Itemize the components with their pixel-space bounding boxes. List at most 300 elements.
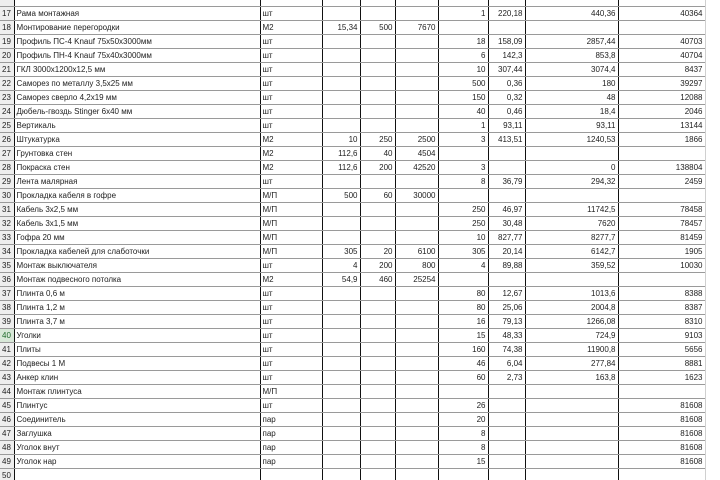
item-name-cell[interactable]: Уголок нар — [14, 454, 260, 468]
material-total-cell[interactable]: 277,84 — [525, 356, 618, 370]
material-total-cell[interactable]: 93,11 — [525, 118, 618, 132]
article-code-cell[interactable]: 2459 — [618, 174, 705, 188]
row-number[interactable]: 33 — [0, 230, 14, 244]
work-quantity-cell[interactable] — [322, 6, 360, 20]
unit-cell[interactable]: М2 — [260, 132, 322, 146]
material-total-cell[interactable]: 18,4 — [525, 104, 618, 118]
row-number[interactable]: 48 — [0, 440, 14, 454]
material-price-cell[interactable]: 12,67 — [488, 286, 525, 300]
material-quantity-cell[interactable]: 15 — [438, 328, 488, 342]
unit-cell[interactable]: М/П — [260, 230, 322, 244]
material-total-cell[interactable]: 7620 — [525, 216, 618, 230]
work-total-cell[interactable] — [395, 328, 438, 342]
item-name-cell[interactable]: Плинта 1,2 м — [14, 300, 260, 314]
work-price-cell[interactable] — [360, 90, 395, 104]
work-quantity-cell[interactable] — [322, 216, 360, 230]
material-total-cell[interactable]: 2004,8 — [525, 300, 618, 314]
material-price-cell[interactable]: 827,77 — [488, 230, 525, 244]
work-total-cell[interactable] — [395, 398, 438, 412]
material-price-cell[interactable] — [488, 412, 525, 426]
row-number[interactable]: 28 — [0, 160, 14, 174]
row-number[interactable]: 17 — [0, 6, 14, 20]
item-name-cell[interactable]: Уголок внут — [14, 440, 260, 454]
item-name-cell[interactable]: Саморез сверло 4,2х19 мм — [14, 90, 260, 104]
work-quantity-cell[interactable] — [322, 342, 360, 356]
item-name-cell[interactable]: Грунтовка стен — [14, 146, 260, 160]
work-quantity-cell[interactable] — [322, 440, 360, 454]
work-quantity-cell[interactable] — [322, 412, 360, 426]
item-name-cell[interactable]: Дюбель-гвоздь Stinger 6х40 мм — [14, 104, 260, 118]
unit-cell[interactable]: М2 — [260, 272, 322, 286]
unit-cell[interactable]: М/П — [260, 188, 322, 202]
material-total-cell[interactable]: 180 — [525, 76, 618, 90]
unit-cell[interactable]: шт — [260, 314, 322, 328]
material-total-cell[interactable]: 1013,6 — [525, 286, 618, 300]
work-quantity-cell[interactable]: 4 — [322, 258, 360, 272]
material-price-cell[interactable] — [488, 146, 525, 160]
work-price-cell[interactable] — [360, 76, 395, 90]
item-name-cell[interactable]: Монтаж плинтуса — [14, 384, 260, 398]
material-quantity-cell[interactable]: 40 — [438, 104, 488, 118]
work-price-cell[interactable] — [360, 6, 395, 20]
work-price-cell[interactable] — [360, 468, 395, 480]
article-code-cell[interactable]: 81608 — [618, 398, 705, 412]
material-price-cell[interactable]: 30,48 — [488, 216, 525, 230]
material-total-cell[interactable] — [525, 188, 618, 202]
article-code-cell[interactable]: 2046 — [618, 104, 705, 118]
work-price-cell[interactable] — [360, 34, 395, 48]
material-price-cell[interactable]: 89,88 — [488, 258, 525, 272]
work-price-cell[interactable] — [360, 440, 395, 454]
work-price-cell[interactable]: 460 — [360, 272, 395, 286]
article-code-cell[interactable]: 13144 — [618, 118, 705, 132]
row-number[interactable]: 50 — [0, 468, 14, 480]
article-code-cell[interactable]: 78457 — [618, 216, 705, 230]
material-price-cell[interactable] — [488, 426, 525, 440]
work-price-cell[interactable] — [360, 426, 395, 440]
unit-cell[interactable]: шт — [260, 118, 322, 132]
item-name-cell[interactable]: Саморез по металлу 3,5х25 мм — [14, 76, 260, 90]
item-name-cell[interactable]: Заглушка — [14, 426, 260, 440]
article-code-cell[interactable]: 40364 — [618, 6, 705, 20]
item-name-cell[interactable]: Плинта 0,6 м — [14, 286, 260, 300]
work-quantity-cell[interactable]: 10 — [322, 132, 360, 146]
work-total-cell[interactable] — [395, 356, 438, 370]
work-quantity-cell[interactable] — [322, 104, 360, 118]
article-code-cell[interactable] — [618, 272, 705, 286]
work-price-cell[interactable]: 250 — [360, 132, 395, 146]
row-number[interactable]: 20 — [0, 48, 14, 62]
item-name-cell[interactable] — [14, 468, 260, 480]
material-price-cell[interactable]: 6,04 — [488, 356, 525, 370]
material-total-cell[interactable]: 163,8 — [525, 370, 618, 384]
material-quantity-cell[interactable] — [438, 188, 488, 202]
material-quantity-cell[interactable]: 60 — [438, 370, 488, 384]
material-price-cell[interactable] — [488, 398, 525, 412]
material-price-cell[interactable] — [488, 272, 525, 286]
item-name-cell[interactable]: Плиты — [14, 342, 260, 356]
work-quantity-cell[interactable] — [322, 328, 360, 342]
row-number[interactable]: 29 — [0, 174, 14, 188]
unit-cell[interactable]: М2 — [260, 146, 322, 160]
article-code-cell[interactable]: 138804 — [618, 160, 705, 174]
item-name-cell[interactable]: Плинта 3,7 м — [14, 314, 260, 328]
article-code-cell[interactable] — [618, 146, 705, 160]
material-price-cell[interactable]: 413,51 — [488, 132, 525, 146]
material-total-cell[interactable] — [525, 468, 618, 480]
material-total-cell[interactable]: 11900,8 — [525, 342, 618, 356]
row-number[interactable]: 19 — [0, 34, 14, 48]
article-code-cell[interactable]: 78458 — [618, 202, 705, 216]
work-total-cell[interactable] — [395, 48, 438, 62]
material-price-cell[interactable]: 93,11 — [488, 118, 525, 132]
unit-cell[interactable]: шт — [260, 6, 322, 20]
material-quantity-cell[interactable]: 8 — [438, 440, 488, 454]
work-total-cell[interactable]: 25254 — [395, 272, 438, 286]
material-total-cell[interactable] — [525, 426, 618, 440]
unit-cell[interactable]: шт — [260, 398, 322, 412]
material-quantity-cell[interactable] — [438, 272, 488, 286]
article-code-cell[interactable]: 40703 — [618, 34, 705, 48]
work-price-cell[interactable]: 20 — [360, 244, 395, 258]
material-quantity-cell[interactable]: 305 — [438, 244, 488, 258]
work-quantity-cell[interactable] — [322, 286, 360, 300]
article-code-cell[interactable]: 5656 — [618, 342, 705, 356]
row-number[interactable]: 41 — [0, 342, 14, 356]
material-price-cell[interactable] — [488, 440, 525, 454]
work-total-cell[interactable] — [395, 468, 438, 480]
unit-cell[interactable]: шт — [260, 286, 322, 300]
material-price-cell[interactable]: 74,38 — [488, 342, 525, 356]
item-name-cell[interactable]: Гофра 20 мм — [14, 230, 260, 244]
work-price-cell[interactable] — [360, 356, 395, 370]
work-total-cell[interactable] — [395, 440, 438, 454]
work-price-cell[interactable] — [360, 370, 395, 384]
work-total-cell[interactable] — [395, 76, 438, 90]
unit-cell[interactable]: пар — [260, 454, 322, 468]
item-name-cell[interactable]: Профиль ПС-4 Knauf 75х50х3000мм — [14, 34, 260, 48]
item-name-cell[interactable]: Кабель 3х1,5 мм — [14, 216, 260, 230]
work-price-cell[interactable]: 200 — [360, 258, 395, 272]
material-quantity-cell[interactable]: 150 — [438, 90, 488, 104]
material-quantity-cell[interactable] — [438, 384, 488, 398]
row-number[interactable]: 47 — [0, 426, 14, 440]
article-code-cell[interactable]: 1866 — [618, 132, 705, 146]
article-code-cell[interactable]: 8310 — [618, 314, 705, 328]
work-price-cell[interactable]: 60 — [360, 188, 395, 202]
work-price-cell[interactable] — [360, 230, 395, 244]
work-price-cell[interactable] — [360, 412, 395, 426]
material-total-cell[interactable] — [525, 272, 618, 286]
material-total-cell[interactable] — [525, 412, 618, 426]
item-name-cell[interactable]: Прокладка кабеля в гофре — [14, 188, 260, 202]
material-total-cell[interactable]: 6142,7 — [525, 244, 618, 258]
material-quantity-cell[interactable]: 4 — [438, 258, 488, 272]
unit-cell[interactable]: М2 — [260, 20, 322, 34]
work-quantity-cell[interactable] — [322, 62, 360, 76]
material-quantity-cell[interactable]: 3 — [438, 132, 488, 146]
work-total-cell[interactable]: 800 — [395, 258, 438, 272]
item-name-cell[interactable]: Лента малярная — [14, 174, 260, 188]
unit-cell[interactable]: М/П — [260, 384, 322, 398]
material-total-cell[interactable] — [525, 20, 618, 34]
unit-cell[interactable]: М/П — [260, 202, 322, 216]
material-total-cell[interactable]: 440,36 — [525, 6, 618, 20]
article-code-cell[interactable]: 8387 — [618, 300, 705, 314]
item-name-cell[interactable]: Монтирование перегородки — [14, 20, 260, 34]
work-quantity-cell[interactable]: 500 — [322, 188, 360, 202]
unit-cell[interactable]: шт — [260, 174, 322, 188]
material-total-cell[interactable] — [525, 384, 618, 398]
unit-cell[interactable]: шт — [260, 76, 322, 90]
work-price-cell[interactable] — [360, 62, 395, 76]
material-quantity-cell[interactable]: 26 — [438, 398, 488, 412]
material-quantity-cell[interactable] — [438, 20, 488, 34]
row-number[interactable]: 26 — [0, 132, 14, 146]
material-quantity-cell[interactable]: 160 — [438, 342, 488, 356]
row-number[interactable]: 45 — [0, 398, 14, 412]
material-quantity-cell[interactable]: 1 — [438, 6, 488, 20]
material-price-cell[interactable]: 0,46 — [488, 104, 525, 118]
material-total-cell[interactable] — [525, 146, 618, 160]
material-quantity-cell[interactable] — [438, 468, 488, 480]
work-total-cell[interactable]: 30000 — [395, 188, 438, 202]
item-name-cell[interactable]: Монтаж выключателя — [14, 258, 260, 272]
work-total-cell[interactable] — [395, 104, 438, 118]
article-code-cell[interactable] — [618, 468, 705, 480]
material-price-cell[interactable]: 307,44 — [488, 62, 525, 76]
material-total-cell[interactable]: 48 — [525, 90, 618, 104]
material-total-cell[interactable]: 2857,44 — [525, 34, 618, 48]
work-price-cell[interactable]: 500 — [360, 20, 395, 34]
unit-cell[interactable]: шт — [260, 48, 322, 62]
item-name-cell[interactable]: Кабель 3х2,5 мм — [14, 202, 260, 216]
material-price-cell[interactable]: 46,97 — [488, 202, 525, 216]
work-quantity-cell[interactable] — [322, 384, 360, 398]
work-price-cell[interactable]: 200 — [360, 160, 395, 174]
work-total-cell[interactable] — [395, 454, 438, 468]
work-price-cell[interactable] — [360, 174, 395, 188]
material-price-cell[interactable]: 220,18 — [488, 6, 525, 20]
material-total-cell[interactable]: 853,8 — [525, 48, 618, 62]
work-quantity-cell[interactable] — [322, 314, 360, 328]
unit-cell[interactable]: шт — [260, 328, 322, 342]
unit-cell[interactable]: М/П — [260, 216, 322, 230]
unit-cell[interactable]: шт — [260, 258, 322, 272]
article-code-cell[interactable]: 81608 — [618, 426, 705, 440]
work-total-cell[interactable] — [395, 202, 438, 216]
article-code-cell[interactable]: 8881 — [618, 356, 705, 370]
row-number[interactable]: 35 — [0, 258, 14, 272]
row-number[interactable]: 37 — [0, 286, 14, 300]
work-quantity-cell[interactable] — [322, 398, 360, 412]
row-number[interactable]: 30 — [0, 188, 14, 202]
work-price-cell[interactable] — [360, 398, 395, 412]
material-quantity-cell[interactable]: 10 — [438, 62, 488, 76]
material-quantity-cell[interactable]: 10 — [438, 230, 488, 244]
article-code-cell[interactable]: 40704 — [618, 48, 705, 62]
article-code-cell[interactable]: 81608 — [618, 454, 705, 468]
work-total-cell[interactable] — [395, 174, 438, 188]
material-price-cell[interactable] — [488, 160, 525, 174]
material-quantity-cell[interactable]: 20 — [438, 412, 488, 426]
work-price-cell[interactable] — [360, 104, 395, 118]
unit-cell[interactable]: пар — [260, 440, 322, 454]
work-price-cell[interactable] — [360, 48, 395, 62]
work-quantity-cell[interactable]: 54,9 — [322, 272, 360, 286]
work-price-cell[interactable]: 40 — [360, 146, 395, 160]
work-total-cell[interactable] — [395, 6, 438, 20]
article-code-cell[interactable]: 81608 — [618, 440, 705, 454]
material-quantity-cell[interactable]: 80 — [438, 300, 488, 314]
material-quantity-cell[interactable]: 46 — [438, 356, 488, 370]
work-total-cell[interactable] — [395, 216, 438, 230]
material-price-cell[interactable]: 36,79 — [488, 174, 525, 188]
unit-cell[interactable]: шт — [260, 342, 322, 356]
work-price-cell[interactable] — [360, 314, 395, 328]
article-code-cell[interactable]: 81608 — [618, 412, 705, 426]
work-total-cell[interactable] — [395, 426, 438, 440]
material-price-cell[interactable]: 158,09 — [488, 34, 525, 48]
work-price-cell[interactable] — [360, 300, 395, 314]
article-code-cell[interactable] — [618, 384, 705, 398]
material-total-cell[interactable]: 8277,7 — [525, 230, 618, 244]
work-quantity-cell[interactable] — [322, 76, 360, 90]
material-quantity-cell[interactable]: 16 — [438, 314, 488, 328]
material-price-cell[interactable]: 0,36 — [488, 76, 525, 90]
work-total-cell[interactable]: 4504 — [395, 146, 438, 160]
work-total-cell[interactable] — [395, 34, 438, 48]
row-number[interactable]: 39 — [0, 314, 14, 328]
unit-cell[interactable] — [260, 468, 322, 480]
material-quantity-cell[interactable]: 6 — [438, 48, 488, 62]
work-quantity-cell[interactable] — [322, 34, 360, 48]
work-total-cell[interactable]: 2500 — [395, 132, 438, 146]
item-name-cell[interactable]: Подвесы 1 М — [14, 356, 260, 370]
work-quantity-cell[interactable] — [322, 356, 360, 370]
article-code-cell[interactable]: 8388 — [618, 286, 705, 300]
row-number[interactable]: 49 — [0, 454, 14, 468]
row-number[interactable]: 31 — [0, 202, 14, 216]
material-total-cell[interactable] — [525, 454, 618, 468]
row-number[interactable]: 34 — [0, 244, 14, 258]
article-code-cell[interactable]: 39297 — [618, 76, 705, 90]
material-total-cell[interactable]: 11742,5 — [525, 202, 618, 216]
material-total-cell[interactable]: 1240,53 — [525, 132, 618, 146]
material-quantity-cell[interactable]: 1 — [438, 118, 488, 132]
material-price-cell[interactable] — [488, 20, 525, 34]
material-quantity-cell[interactable] — [438, 146, 488, 160]
material-price-cell[interactable] — [488, 454, 525, 468]
article-code-cell[interactable]: 9103 — [618, 328, 705, 342]
item-name-cell[interactable]: Соединитель — [14, 412, 260, 426]
article-code-cell[interactable]: 1905 — [618, 244, 705, 258]
material-total-cell[interactable]: 724,9 — [525, 328, 618, 342]
work-price-cell[interactable] — [360, 328, 395, 342]
work-quantity-cell[interactable]: 112,6 — [322, 160, 360, 174]
work-total-cell[interactable] — [395, 342, 438, 356]
material-price-cell[interactable] — [488, 468, 525, 480]
work-total-cell[interactable] — [395, 384, 438, 398]
article-code-cell[interactable]: 8437 — [618, 62, 705, 76]
unit-cell[interactable]: шт — [260, 356, 322, 370]
item-name-cell[interactable]: Плинтус — [14, 398, 260, 412]
work-total-cell[interactable] — [395, 62, 438, 76]
material-quantity-cell[interactable]: 18 — [438, 34, 488, 48]
work-price-cell[interactable] — [360, 118, 395, 132]
item-name-cell[interactable]: Уголки — [14, 328, 260, 342]
row-number[interactable]: 24 — [0, 104, 14, 118]
work-quantity-cell[interactable] — [322, 468, 360, 480]
item-name-cell[interactable]: Анкер клин — [14, 370, 260, 384]
item-name-cell[interactable]: Профиль ПН-4 Knauf 75х40х3000мм — [14, 48, 260, 62]
work-price-cell[interactable] — [360, 384, 395, 398]
row-number[interactable]: 27 — [0, 146, 14, 160]
material-price-cell[interactable]: 48,33 — [488, 328, 525, 342]
unit-cell[interactable]: шт — [260, 90, 322, 104]
row-number[interactable]: 25 — [0, 118, 14, 132]
item-name-cell[interactable]: Штукатурка — [14, 132, 260, 146]
article-code-cell[interactable] — [618, 20, 705, 34]
unit-cell[interactable]: шт — [260, 62, 322, 76]
work-quantity-cell[interactable] — [322, 174, 360, 188]
unit-cell[interactable]: шт — [260, 300, 322, 314]
material-total-cell[interactable] — [525, 440, 618, 454]
work-quantity-cell[interactable] — [322, 90, 360, 104]
material-quantity-cell[interactable]: 15 — [438, 454, 488, 468]
work-quantity-cell[interactable]: 112,6 — [322, 146, 360, 160]
work-quantity-cell[interactable] — [322, 454, 360, 468]
work-quantity-cell[interactable] — [322, 202, 360, 216]
row-number[interactable]: 44 — [0, 384, 14, 398]
work-price-cell[interactable] — [360, 202, 395, 216]
work-total-cell[interactable] — [395, 118, 438, 132]
material-price-cell[interactable]: 79,13 — [488, 314, 525, 328]
article-code-cell[interactable]: 1623 — [618, 370, 705, 384]
item-name-cell[interactable]: Рама монтажная — [14, 6, 260, 20]
item-name-cell[interactable]: Вертикаль — [14, 118, 260, 132]
work-quantity-cell[interactable]: 15,34 — [322, 20, 360, 34]
row-number[interactable]: 23 — [0, 90, 14, 104]
work-quantity-cell[interactable] — [322, 48, 360, 62]
row-number[interactable]: 40 — [0, 328, 14, 342]
item-name-cell[interactable]: Покраска стен — [14, 160, 260, 174]
work-total-cell[interactable] — [395, 230, 438, 244]
row-number[interactable]: 42 — [0, 356, 14, 370]
article-code-cell[interactable] — [618, 188, 705, 202]
unit-cell[interactable]: М2 — [260, 160, 322, 174]
row-number[interactable]: 18 — [0, 20, 14, 34]
work-total-cell[interactable] — [395, 314, 438, 328]
material-quantity-cell[interactable]: 8 — [438, 174, 488, 188]
material-total-cell[interactable]: 294,32 — [525, 174, 618, 188]
material-price-cell[interactable] — [488, 188, 525, 202]
work-quantity-cell[interactable] — [322, 300, 360, 314]
work-quantity-cell[interactable] — [322, 230, 360, 244]
unit-cell[interactable]: шт — [260, 104, 322, 118]
work-total-cell[interactable] — [395, 90, 438, 104]
row-number[interactable]: 36 — [0, 272, 14, 286]
work-total-cell[interactable]: 6100 — [395, 244, 438, 258]
item-name-cell[interactable]: Монтаж подвесного потолка — [14, 272, 260, 286]
material-total-cell[interactable]: 1266,08 — [525, 314, 618, 328]
work-price-cell[interactable] — [360, 216, 395, 230]
material-price-cell[interactable]: 142,3 — [488, 48, 525, 62]
item-name-cell[interactable]: Прокладка кабелей для слаботочки — [14, 244, 260, 258]
item-name-cell[interactable]: ГКЛ 3000х1200х12,5 мм — [14, 62, 260, 76]
material-price-cell[interactable] — [488, 384, 525, 398]
unit-cell[interactable]: пар — [260, 412, 322, 426]
